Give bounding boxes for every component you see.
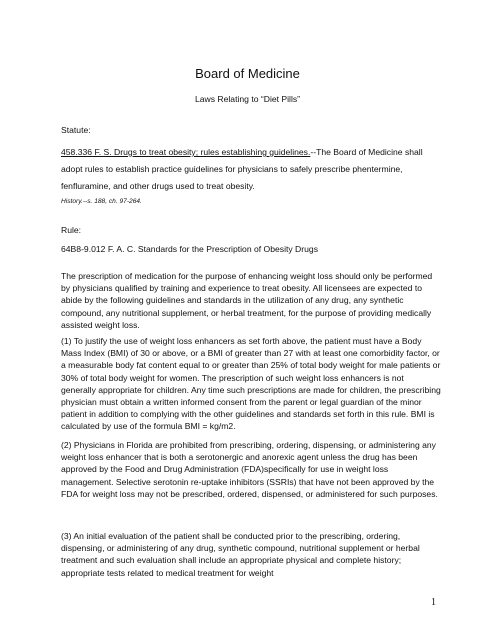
page-number: 1 xyxy=(431,597,436,608)
page-subtitle: Laws Relating to “Diet Pills” xyxy=(194,94,301,104)
statute-body: --The Board of Medicine shall adopt rules to establish practice guidelines for physicians to safely prescribe phentermine, fenfluramine, and other drugs used to treat obesity. xyxy=(61,147,423,191)
paragraph-intro: The prescription of medication for the purpose of enhancing weight loss should only be performed by physicians qualified by training and experience to treat obesity. All licensees are expected to abide by the following guidelines and standards in the utilization of any drug, any synthetic compound, any nutritional supplement, or herbal treatment, for the purpose of providing medically assisted weight loss. xyxy=(61,271,433,330)
statute-label: Statute: xyxy=(61,125,91,135)
paragraph-1: (1) To justify the use of weight loss enhancers as set forth above, the patient must have a Body Mass Index (BMI) of 30 or above, or a BMI of greater than 27 with at least one comorbidity factor, or a measurable body fat content equal to or greater than 25% of total body weight for male patients or 30% of total body weight for women. The prescription of such weight loss enhancers is not generally appropriate for children. Any time such prescriptions are made for children, the prescribing physician must obtain a written informed consent from the parent or legal guardian of the minor patient in addition to complying with the other guidelines and standards set forth in this rule. BMI is calculated by use of the formula BMI = kg/m2. xyxy=(61,336,441,432)
paragraph-3: (3) An initial evaluation of the patient shall be conducted prior to the prescribing, ordering, dispensing, or administering of any drug, synthetic compound, nutritional supplement or herbal treatment and such evaluation shall include an appropriate physical and complete history; appropriate tests related to medical treatment for weight xyxy=(61,531,420,578)
paragraph-2: (2) Physicians in Florida are prohibited from prescribing, ordering, dispensing, or administering any weight loss enhancer that is both a serotonergic and anorexic agent unless the drug has been approved by the Food and Drug Administration (FDA)specifically for use in weight loss management. Selective serotonin re-uptake inhibitors (SSRIs) that have not been approved by the FDA for weight loss may not be prescribed, ordered, dispensed, or administered for such purposes. xyxy=(61,440,438,499)
statute-heading: 458.336 F. S. Drugs to treat obesity; rules establishing guidelines. xyxy=(61,147,311,157)
statute-text xyxy=(61,144,441,195)
page-title: Board of Medicine xyxy=(195,66,300,81)
rule-label: Rule: xyxy=(61,225,82,235)
rule-title: 64B8-9.012 F. A. C. Standards for the Prescription of Obesity Drugs xyxy=(61,244,318,254)
history-note: History.--s. 188, ch. 97-264. xyxy=(61,198,142,205)
